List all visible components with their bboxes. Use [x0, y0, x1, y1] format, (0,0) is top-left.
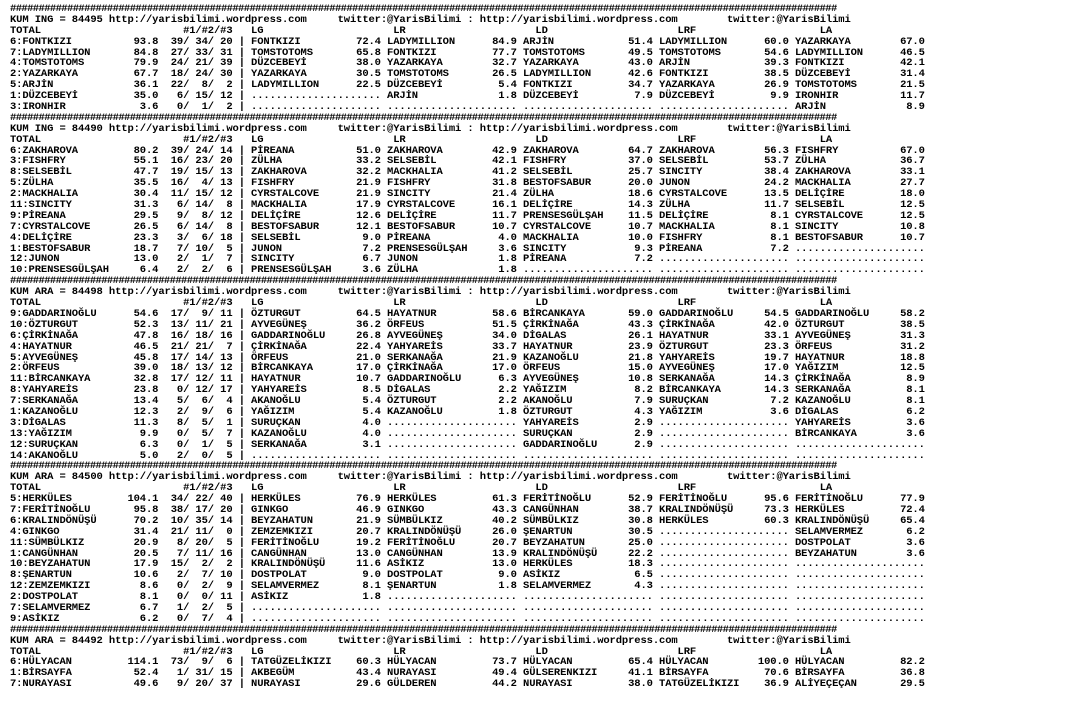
- table-row: 11:SÜMBÜLKIZ 20.9 8/ 20/ 5 | FERİTİNOĞLU 19.2 FERİTİNOĞLU 20.7 BEYZAHATUN 25.0 ..................... DOSTPOLAT 3.6: [10, 536, 925, 549]
- table-row: 8:SELSEBİL 47.7 19/ 15/ 13 | ZAKHAROVA 32.2 MACKHALIA 41.2 SELSEBİL 25.7 SINCITY 38.4 ZAKHAROVA 33.1: [10, 166, 925, 179]
- table-row: 13:YAĞIZIM 9.9 0/ 5/ 7 | KAZANOĞLU 4.0 ..................... SURUÇKAN 2.9 ..................... BİRCANKAYA 3.6: [10, 427, 925, 440]
- column-headers: TOTAL #1/#2/#3 LG LR LD LRF LA: [10, 297, 833, 310]
- table-row: 7:LADYMILLION 84.8 27/ 33/ 31 | TOMSTOTOMS 65.8 FONTKIZI 77.7 TOMSTOTOMS 49.5 TOMSTOTOMS 54.6 LADYMILLION 46.5: [10, 46, 925, 59]
- table-row: 1:KAZANOĞLU 12.3 2/ 9/ 6 | YAĞIZIM 5.4 KAZANOĞLU 1.8 ÖZTURGUT 4.3 YAĞIZIM 3.6 DİGALAS 6.2: [10, 405, 925, 418]
- table-row: 2:DOSTPOLAT 8.1 0/ 0/ 11 | ASİKIZ 1.8 ..................... ..................... ..................... .....................: [10, 591, 925, 604]
- table-row: 14:AKANOĞLU 5.0 2/ 0/ 5 | ..................... ..................... ..................... ..................... .....................: [10, 449, 925, 462]
- table-row: 7:SERKANAĞA 13.4 5/ 6/ 4 | AKANOĞLU 5.4 ÖZTURGUT 2.2 AKANOĞLU 7.9 SURUÇKAN 7.2 KAZANOĞLU 8.1: [10, 395, 925, 408]
- table-row: 11:SINCITY 31.3 6/ 14/ 8 | MACKHALIA 17.9 CYRSTALCOVE 16.1 DELİÇİRE 14.3 ZÜLHA 11.7 SELSEBİL 12.5: [10, 199, 925, 212]
- table-row: 4:DELİÇİRE 23.3 3/ 6/ 18 | SELSEBİL 9.0 PİREANA 4.0 MACKHALIA 10.0 FISHFRY 8.1 BESTOFSABUR 10.7: [10, 231, 925, 244]
- table-row: 6:ÇİRKİNAĞA 47.8 16/ 18/ 16 | GADDARINOĞLU 26.8 AYVEGÜNEŞ 34.0 DİGALAS 26.1 HAYATNUR 33.1 AYVEGÜNEŞ 31.3: [10, 329, 925, 342]
- table-row: 3:IRONHIR 3.6 0/ 1/ 2 | ..................... ..................... ..................... ..................... ARJİN 8.9: [10, 101, 925, 114]
- table-row: 10:BEYZAHATUN 17.9 15/ 2/ 2 | KRALINDÖNÜŞÜ 11.6 ASİKIZ 13.0 HERKÜLES 18.3 ..................... .....................: [10, 558, 925, 571]
- table-row: 10:ÖZTURGUT 52.3 13/ 11/ 21 | AYVEGÜNEŞ 36.2 ÖRFEUS 51.5 ÇİRKİNAĞA 43.3 ÇİRKİNAĞA 42.0 ÖZTURGUT 38.5: [10, 318, 925, 331]
- column-headers: TOTAL #1/#2/#3 LG LR LD LRF LA: [10, 645, 833, 658]
- table-row: 11:BİRCANKAYA 32.8 17/ 12/ 11 | HAYATNUR 10.7 GADDARINOĞLU 6.3 AYVEGÜNEŞ 10.8 SERKANAĞA 14.3 ÇİRKİNAĞA 8.9: [10, 373, 925, 386]
- separator-line: #################################################################################################################################################: [10, 3, 837, 15]
- table-row: 8:YAHYAREİS 23.8 0/ 12/ 17 | YAHYAREİS 8.5 DİGALAS 2.2 YAĞIZIM 8.2 BİRCANKAYA 14.3 SERKANAĞA 8.1: [10, 384, 925, 397]
- table-row: 4:TOMSTOTOMS 79.9 24/ 21/ 39 | DÜZCEBEYİ 38.0 YAZARKAYA 32.7 YAZARKAYA 43.0 ARJİN 39.3 FONTKIZI 42.1: [10, 57, 925, 70]
- table-row: 5:AYVEGÜNEŞ 45.8 17/ 14/ 13 | ÖRFEUS 21.0 SERKANAĞA 21.9 KAZANOĞLU 21.8 YAHYAREİS 19.7 HAYATNUR 18.8: [10, 351, 925, 364]
- table-row: 6:FONTKIZI 93.8 39/ 34/ 20 | FONTKIZI 72.4 LADYMILLION 84.9 ARJİN 51.4 LADYMILLION 60.0 YAZARKAYA 67.0: [10, 35, 925, 48]
- separator-line: #################################################################################################################################################: [10, 275, 837, 288]
- table-row: 1:BESTOFSABUR 18.7 7/ 10/ 5 | JUNON 7.2 PRENSESGÜLŞAH 3.6 SINCITY 9.3 PİREANA 7.2 .....................: [10, 242, 925, 255]
- table-row: 5:ARJİN 36.1 22/ 8/ 2 | LADYMILLION 22.5 DÜZCEBEYİ 5.4 FONTKIZI 34.7 YAZARKAYA 26.9 TOMSTOTOMS 21.5: [10, 79, 925, 92]
- separator-line: #################################################################################################################################################: [10, 623, 837, 636]
- column-headers: TOTAL #1/#2/#3 LG LR LD LRF LA: [10, 24, 833, 37]
- table-row: 12:ZEMZEMKIZI 8.6 0/ 2/ 9 | SELAMVERMEZ 8.1 ŞENARTUN 1.8 SELAMVERMEZ 4.3 ..................... .....................: [10, 580, 925, 593]
- table-row: 10:PRENSESGÜLŞAH 6.4 2/ 2/ 6 | PRENSESGÜLŞAH 3.6 ZÜLHA 1.8 ..................... ..................... .....................: [10, 264, 925, 277]
- column-headers: TOTAL #1/#2/#3 LG LR LD LRF LA: [10, 133, 833, 146]
- table-row: 7:FERİTİNOĞLU 95.8 38/ 17/ 20 | GINKGO 46.9 GINKGO 43.3 CANGÜNHAN 38.7 KRALINDÖNÜŞÜ 73.3 HERKÜLES 72.4: [10, 503, 925, 516]
- table-row: 7:SELAMVERMEZ 6.7 1/ 2/ 5 | ..................... ..................... ..................... ..................... .....................: [10, 601, 925, 614]
- race-header: KUM ARA = 84498 http://yarisbilimi.wordpress.com twitter:@YarisBilimi : http://yarisbilimi.wordpress.com twitter:@YarisBilimi: [10, 286, 851, 299]
- column-headers: TOTAL #1/#2/#3 LG LR LD LRF LA: [10, 482, 833, 495]
- table-row: 9:PİREANA 29.5 9/ 8/ 12 | DELİÇİRE 12.6 DELİÇİRE 11.7 PRENSESGÜLŞAH 11.5 DELİÇİRE 8.1 CYRSTALCOVE 12.5: [10, 209, 925, 222]
- table-row: 12:JUNON 13.0 2/ 1/ 7 | SINCITY 6.7 JUNON 1.8 PİREANA 7.2 ..................... .....................: [10, 253, 925, 266]
- table-row: 9:GADDARINOĞLU 54.6 17/ 9/ 11 | ÖZTURGUT 64.5 HAYATNUR 58.6 BİRCANKAYA 59.0 GADDARINOĞLU 54.5 GADDARINOĞLU 58.2: [10, 307, 925, 320]
- separator-line: #################################################################################################################################################: [10, 111, 837, 124]
- race-header: KUM ARA = 84500 http://yarisbilimi.wordpress.com twitter:@YarisBilimi : http://yarisbilimi.wordpress.com twitter:@YarisBilimi: [10, 471, 851, 484]
- table-row: 1:CANGÜNHAN 20.5 7/ 11/ 16 | CANGÜNHAN 13.0 CANGÜNHAN 13.9 KRALINDÖNÜŞÜ 22.2 ..................... BEYZAHATUN 3.6: [10, 547, 925, 560]
- race-header: KUM ING = 84495 http://yarisbilimi.wordpress.com twitter:@YarisBilimi : http://yarisbilimi.wordpress.com twitter:@YarisBilimi: [10, 13, 851, 26]
- table-row: 9:ASİKIZ 6.2 0/ 7/ 4 | ..................... ..................... ..................... ..................... .....................: [10, 612, 925, 625]
- table-row: 2:YAZARKAYA 67.7 18/ 24/ 30 | YAZARKAYA 30.5 TOMSTOTOMS 26.5 LADYMILLION 42.6 FONTKIZI 38.5 DÜZCEBEYİ 31.4: [10, 68, 925, 81]
- table-row: 5:HERKÜLES 104.1 34/ 22/ 40 | HERKÜLES 76.9 HERKÜLES 61.3 FERİTİNOĞLU 52.9 FERİTİNOĞLU 95.6 FERİTİNOĞLU 77.9: [10, 493, 925, 506]
- table-row: 6:ZAKHAROVA 80.2 39/ 24/ 14 | PİREANA 51.0 ZAKHAROVA 42.9 ZAKHAROVA 64.7 ZAKHAROVA 56.3 FISHFRY 67.0: [10, 144, 925, 157]
- race-header: KUM ARA = 84492 http://yarisbilimi.wordpress.com twitter:@YarisBilimi : http://yarisbilimi.wordpress.com twitter:@YarisBilimi: [10, 634, 851, 647]
- table-row: 2:ÖRFEUS 39.0 18/ 13/ 12 | BİRCANKAYA 17.0 ÇİRKİNAĞA 17.0 ÖRFEUS 15.0 AYVEGÜNEŞ 17.0 YAĞIZIM 12.5: [10, 362, 925, 375]
- table-row: 12:SURUÇKAN 6.3 0/ 1/ 5 | SERKANAĞA 3.1 ..................... GADDARINOĞLU 2.9 ..................... .....................: [10, 438, 925, 451]
- table-row: 2:MACKHALIA 30.4 11/ 15/ 12 | CYRSTALCOVE 21.9 SINCITY 21.4 ZÜLHA 18.6 CYRSTALCOVE 13.5 DELİÇİRE 18.0: [10, 188, 925, 201]
- table-row: 6:KRALINDÖNÜŞÜ 70.2 10/ 35/ 14 | BEYZAHATUN 21.9 SÜMBÜLKIZ 40.2 SÜMBÜLKIZ 30.8 HERKÜLES 60.3 KRALINDÖNÜŞÜ 65.4: [10, 514, 925, 527]
- table-row: 3:FISHFRY 55.1 16/ 23/ 20 | ZÜLHA 33.2 SELSEBİL 42.1 FISHFRY 37.0 SELSEBİL 53.7 ZÜLHA 36.7: [10, 155, 925, 168]
- table-row: 1:DÜZCEBEYİ 35.0 6/ 15/ 12 | ..................... ARJİN 1.8 DÜZCEBEYİ 7.9 DÜZCEBEYİ 9.9 IRONHIR 11.7: [10, 90, 925, 103]
- table-row: 1:BİRSAYFA 52.4 1/ 31/ 15 | AKBEGÜM 43.4 NURAYASI 49.4 GÜLSERENKIZI 41.1 BİRSAYFA 70.6 BİRSAYFA 36.8: [10, 667, 925, 680]
- table-row: 4:GINKGO 31.4 21/ 11/ 0 | ZEMZEMKIZI 20.7 KRALINDÖNÜŞÜ 26.0 ŞENARTUN 30.5 ..................... SELAMVERMEZ 6.2: [10, 525, 925, 538]
- table-row: 4:HAYATNUR 46.5 21/ 21/ 7 | ÇİRKİNAĞA 22.4 YAHYAREİS 33.7 HAYATNUR 23.9 ÖZTURGUT 23.3 ÖRFEUS 31.2: [10, 340, 925, 353]
- table-row: 7:NURAYASI 49.6 9/ 20/ 37 | NURAYASI 29.6 GÜLDEREN 44.2 NURAYASI 38.0 TATGÜZELİKIZI 36.9 ALİYEÇEÇAN 29.5: [10, 678, 925, 691]
- table-row: 5:ZÜLHA 35.5 16/ 4/ 13 | FISHFRY 21.9 FISHFRY 31.8 BESTOFSABUR 20.0 JUNON 24.2 MACKHALIA 27.7: [10, 177, 925, 190]
- separator-line: #################################################################################################################################################: [10, 460, 837, 473]
- table-row: 8:ŞENARTUN 10.6 2/ 7/ 10 | DOSTPOLAT 9.0 DOSTPOLAT 9.0 ASİKIZ 6.5 ..................... .....................: [10, 569, 925, 582]
- table-row: 3:DİGALAS 11.3 8/ 5/ 1 | SURUÇKAN 4.0 ..................... YAHYAREİS 2.9 ..................... YAHYAREİS 3.6: [10, 416, 925, 429]
- race-header: KUM ING = 84490 http://yarisbilimi.wordpress.com twitter:@YarisBilimi : http://yarisbilimi.wordpress.com twitter:@YarisBilimi: [10, 122, 851, 135]
- table-row: 6:HÜLYACAN 114.1 73/ 9/ 6 | TATGÜZELİKIZI 60.3 HÜLYACAN 73.7 HÜLYACAN 65.4 HÜLYACAN 100.0 HÜLYACAN 82.2: [10, 656, 925, 669]
- table-row: 7:CYRSTALCOVE 26.5 6/ 14/ 8 | BESTOFSABUR 12.1 BESTOFSABUR 10.7 CYRSTALCOVE 10.7 MACKHALIA 8.1 SINCITY 10.8: [10, 220, 925, 233]
